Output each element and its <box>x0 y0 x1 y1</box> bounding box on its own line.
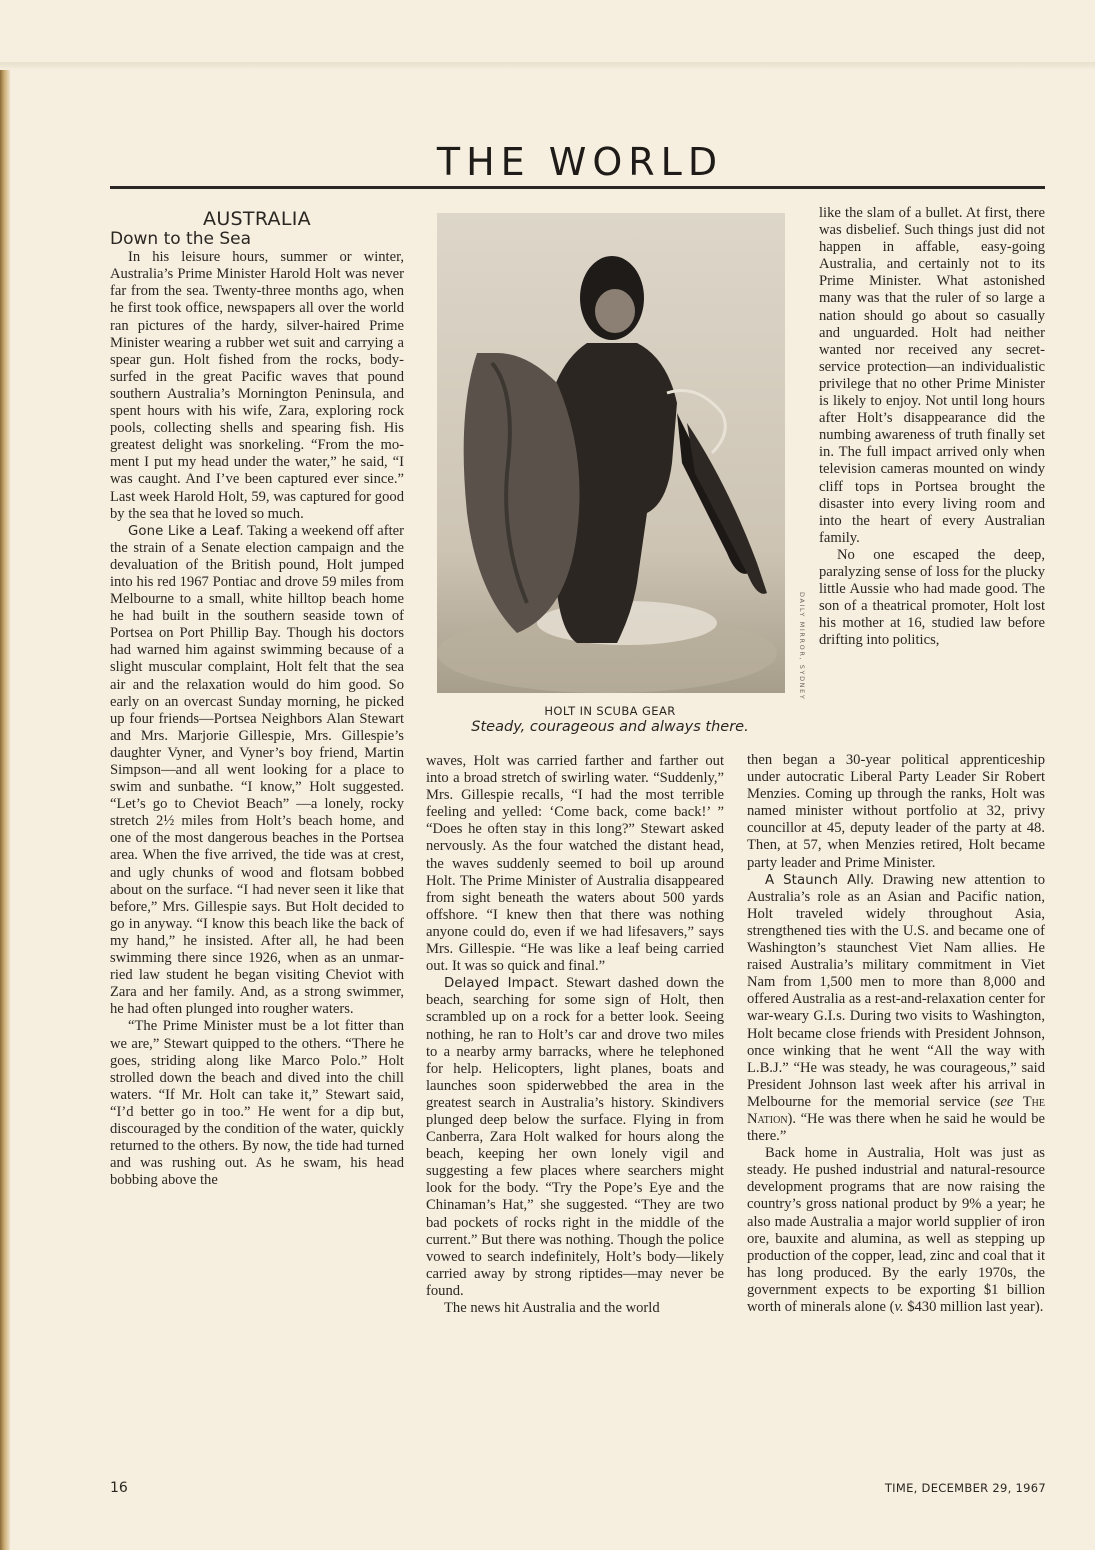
paragraph: The news hit Australia and the world <box>444 1300 660 1316</box>
photo-illustration <box>437 213 785 693</box>
paragraph: “The Prime Minister must be a lot fitter than we are,” Stewart quipped to the others. “There he goes, striding along like Marco Polo.” Holt strolled down the beach and dived into the chill waters. “If Mr. Holt can take it,” Stewart said, “I’d better go in too.” He went for a dip but, discouraged by the condition of the water, quickly returned to the others. By now, the tide had turned and was rushing out. As he swam, his head bobbing above the <box>110 1018 404 1189</box>
binding-edge <box>0 70 10 1550</box>
article-headline: Down to the Sea <box>110 229 252 250</box>
paragraph: In his leisure hours, summer or winter, Australia’s Prime Minister Harold Holt was never far from the sea. Twenty-three months ago, when he first took office, newspapers all over the world ran pictures of the hardy, silver-haired Prime Minister wearing a rubber wet suit and carrying a spear gun. Holt fished from the rocks, body-surfed in the great Pacific waves that pound southern Australia’s Mornington Peninsula, and spent hours with his wife, Zara, exploring rock pools, collecting shells and spearing fish. His greatest delight was snorkeling. “From the moment I put my head under the water,” he said, “I was caught. And I’ve been captured ever since.” Last week Harold Holt, 59, was captured for good by the sea that he loved so much. <box>110 249 404 522</box>
subheading: Gone Like a Leaf. <box>128 523 244 539</box>
article-column-2 <box>426 753 724 1317</box>
article-column-3-upper <box>819 205 1045 649</box>
subheading: Delayed Impact. <box>444 976 559 992</box>
photo-holt-scuba <box>437 213 785 693</box>
paragraph-text: Taking a weekend off after the strain of a Senate election campaign and the devaluation of the British pound, Holt jumped into his red 1967 Pontiac and drove 59 miles from Melbourne to a small, white hilltop beach home he had built in the southern seaside town of Portsea on Port Phillip Bay. Though his doctors had warned him against swimming because of a slight muscular complaint, Holt felt that the sea air and the relaxation would do him good. So early on an overcast Sunday morning, he picked up four friends—Portsea Neighbors Alan Stewart and Mrs. Marjorie Gillespie, Mrs. Gillespie’s daughter Vyner, and Vyner’s boy friend, Martin Simpson—and all went looking for a place to swim and sunbathe. “I know,” Holt suggested. “Let’s go to Cheviot Beach” —a lonely, rocky stretch 2½ miles from Holt’s beach home, and one of the most dangerous beaches in the Portsea area. When the five arrived, the tide was at crest, and ugly chunks of wood and flotsam bobbed about on the surface. “I had never seen it like that before,” Mrs. Gillespie says. But Holt decided to go in anyway. “I know this beach like the back of my hand,” he insisted. After all, he had been swimming there since 1926, when as an unmarried law student he began visiting Cheviot with Zara and her family. And, as a strong swimmer, he had often plunged into rougher waters. <box>110 522 405 1018</box>
see-reference: see <box>994 1093 1014 1110</box>
paragraph: then began a 30-year political apprenticeship under autocratic Liberal Party Leader Sir Robert Menzies. Coming up through the ranks, Holt was named minister without portfolio at 32, privy councillor at 45, deputy leader of the party at 48. Then, at 57, when Menzies retired, Holt became party leader and Prime Minister. <box>747 752 1045 871</box>
paragraph: like the slam of a bullet. At first, there was disbelief. Such things just did not happen in affable, easy-going Australia, and certainly not to its Prime Minister. What astonished many was that the ruler of so large a nation should go about so casually and unguarded. Holt had neither wanted nor received any secret-service protection—an individualistic privilege that no other Prime Minister is likely to enjoy. Not until long hours after Holt’s disappearance did the numbing awareness of truth finally set in. The full impact arrived only when television cameras mounted on windy cliff tops in Portsea brought the disaster into every living room and into the heart of every Australian family. <box>819 205 1045 546</box>
section-rule <box>110 186 1045 189</box>
paragraph-text: $430 million last year). <box>903 1299 1044 1315</box>
paragraph: No one escaped the deep, paralyzing sense of loss for the plucky little Aussie who had made good. The son of a theatrical promoter, Holt lost his mother at 16, studied law before drifting into politics, <box>819 546 1045 649</box>
paragraph <box>747 1145 1045 1316</box>
paragraph-text: Drawing new attention to Australia’s role as an Asian and Pacific nation, Holt traveled widely throughout Asia, strengthened ties with the U.S. and became one of Washington’s staunchest Viet Nam allies. He raised Australia’s military commitment in Viet Nam from 1,500 men to more than 8,000 and offered Australia as a rest-and-relaxation center for war-weary G.I.s. During two visits to Washington, Holt became close friends with President Johnson, once winking that he went “All the way with L.B.J.” “He was steady, he was courageous,” said President Johnson last week after his arrival in Melbourne for the memorial service ( <box>747 871 1045 1110</box>
issue-dateline: TIME, DECEMBER 29, 1967 <box>884 1481 1046 1495</box>
paragraph <box>426 975 724 1300</box>
section-title: THE WORLD <box>436 140 724 184</box>
versus-abbrev: v. <box>894 1299 904 1315</box>
paragraph <box>110 523 404 1019</box>
paragraph: waves, Holt was carried farther and farther out into a broad stretch of swirling water. “Suddenly,” Mrs. Gillespie recalls, “I had the most terrible feeling and yelled: ‘Come back, come back!’ ” “Does he often stay in this long?” Stewart asked nervously. As the four watched the distant head, the waves suddenly seemed to boil up around Holt. The Prime Minister of Australia disappeared from sight beneath the waters about 500 yards offshore. “I knew then that there was nothing anyone could do, even if we had lifesavers,” says Mrs. Gillespie. “He was like a leaf being carried out. It was so quick and final.” <box>426 753 724 975</box>
country-heading: AUSTRALIA <box>203 208 311 230</box>
section-reference: The Nation <box>747 1093 1045 1127</box>
paragraph <box>747 872 1045 1146</box>
subheading: A Staunch Ally. <box>765 872 875 888</box>
photo-credit: DAILY MIRROR, SYDNEY <box>798 592 806 701</box>
paragraph-text: Stewart dashed down the beach, searching for some sign of Holt, then scrambled up on a rock for a better look. Seeing nothing, he ran to Holt’s car and drove two miles to a nearby army barracks, where he telephoned for help. Helicopters, light planes, boats and launches soon spiderwebbed the area in the greatest search in Australia’s history. Skindivers plunged deep below the surface. Flying in from Canberra, Zara Holt walked for hours along the beach, keeping her own lonely vigil and suggesting a few places where searchers might look for the body. “Try the Pope’s Eye and the Chinaman’s Hat,” she suggested. “They are two bad pockets of rocks right in the middle of the current.” But there was nothing. Though the police vowed to search indefinitely, Holt’s body—likely carried away by strong riptides—may never be found. <box>426 975 724 1299</box>
paragraph-text: Back home in Australia, Holt was just as steady. He pushed industrial and natural-resource development programs that are now raising the country’s gross national product by 9% a year; he also made Australia a major world supplier of iron ore, bauxite and alumina, as well as stepping up production of the copper, lead, zinc and coal that it has long produced. By the early 1970s, the government expects to be exporting $1 billion worth of minerals alone ( <box>747 1145 1045 1315</box>
page-top-edge <box>0 62 1095 70</box>
paragraph-text: ). “He was there when he said he would be there.” <box>747 1110 1045 1145</box>
article-column-1 <box>110 208 405 1189</box>
photo-caption-subtitle: Steady, courageous and always there. <box>471 719 749 735</box>
photo-caption-title: HOLT IN SCUBA GEAR <box>544 704 676 718</box>
article-column-3-lower <box>747 752 1045 1316</box>
page-number: 16 <box>110 1480 128 1496</box>
